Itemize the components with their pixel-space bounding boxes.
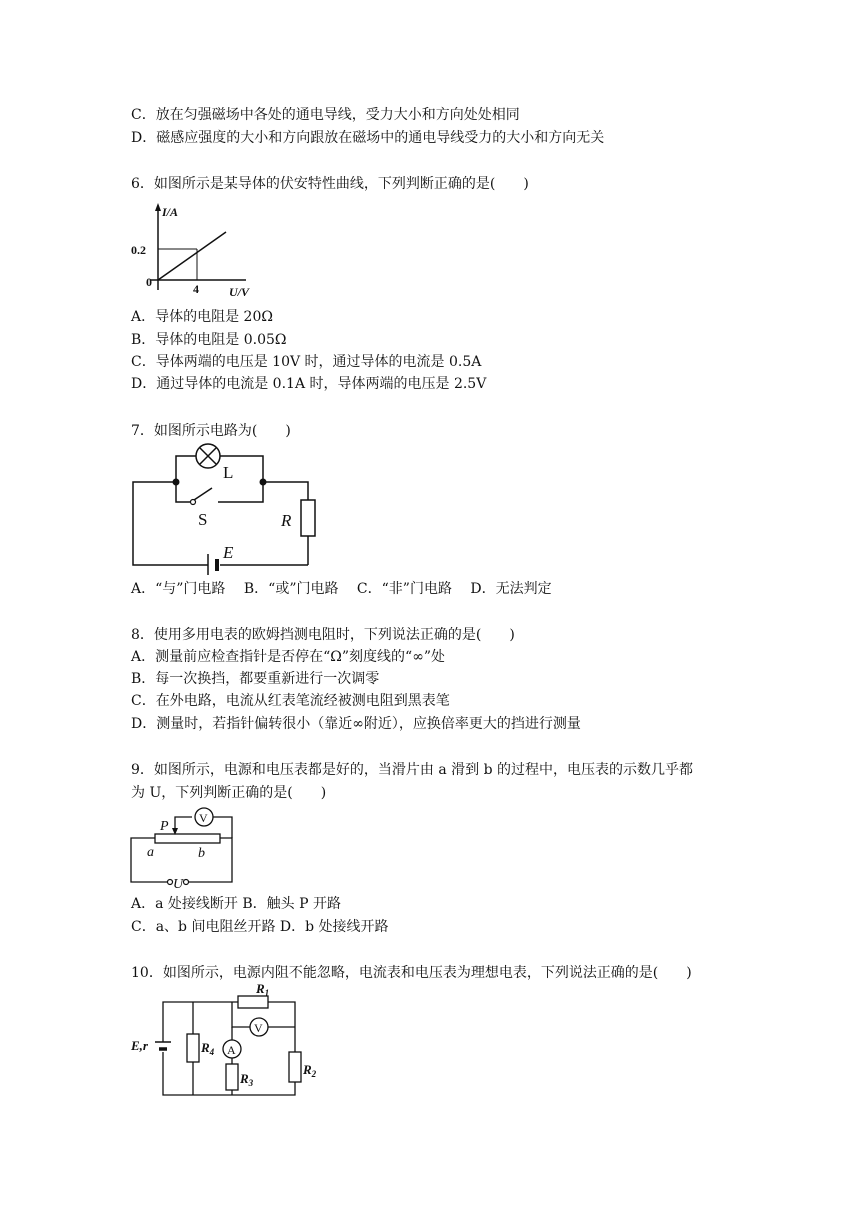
q6-iv-line — [158, 232, 226, 280]
q6-option-d: D．通过导体的电流是 0.1A 时，导体两端的电压是 2.5V — [131, 376, 487, 392]
q8-option-b: B．每一次换挡，都要重新进行一次调零 — [131, 671, 380, 687]
q9-slider-label: P — [160, 819, 169, 834]
q9-end-b-label: b — [198, 846, 205, 861]
q10-source-label: E,r — [131, 1038, 148, 1053]
q6-iv-graph — [128, 200, 268, 300]
q9-rheostat-icon — [155, 834, 220, 843]
q7-lamp-label: L — [223, 463, 234, 482]
q10-wire-top-left — [163, 1002, 238, 1042]
q7-wire-right — [263, 482, 308, 500]
q6-x-tick: 4 — [193, 282, 199, 296]
q7-resistor-label: R — [281, 511, 292, 530]
svg-text:V: V — [199, 811, 208, 825]
q10-stem: 10．如图所示，电源内阻不能忽略，电流表和电压表为理想电表，下列说法正确的是( ) — [131, 965, 692, 981]
q7-battery-icon — [208, 554, 217, 575]
svg-text:A: A — [227, 1043, 236, 1057]
q10-r4-label: $R_4$ — [201, 1040, 215, 1057]
q6-y-tick: 0.2 — [131, 243, 146, 257]
q7-stem: 7．如图所示电路为( ) — [131, 423, 291, 439]
q10-voltmeter-icon — [250, 1018, 268, 1036]
q7-wire-switch-left — [176, 482, 190, 502]
q10-r2-label: $R_2$ — [303, 1062, 317, 1079]
q7-switch-icon — [191, 488, 213, 505]
q10-circuit-diagram — [128, 982, 318, 1102]
q9-slider-wire — [175, 817, 192, 832]
q8-stem: 8．使用多用电表的欧姆挡测电阻时，下列说法正确的是( ) — [131, 627, 515, 643]
q7-source-label: E — [223, 543, 234, 562]
q7-wire-switch-right — [218, 482, 263, 502]
q10-battery-icon — [155, 1042, 171, 1049]
q6-origin: 0 — [146, 275, 152, 289]
q9-end-a-label: a — [147, 845, 154, 860]
q9-options-row-2: C．a、b 间电阻丝开路 D．b 处接线开路 — [131, 919, 389, 935]
q7-circuit-diagram — [128, 440, 328, 575]
q9-terminal-left — [168, 880, 173, 885]
q9-wire-right — [188, 838, 232, 882]
q6-y-axis-label: I/A — [162, 205, 179, 219]
svg-text:V: V — [254, 1021, 263, 1035]
q6-option-b: B．导体的电阻是 0.05Ω — [131, 332, 287, 348]
q9-terminal-right — [184, 880, 189, 885]
q6-y-arrow — [155, 203, 161, 211]
q5-option-d: D．磁感应强度的大小和方向跟放在磁场中的通电导线受力的大小和方向无关 — [131, 130, 605, 146]
q10-ammeter-icon — [223, 1040, 241, 1058]
q7-lamp-icon — [196, 444, 220, 468]
q10-r2-resistor-icon — [289, 1052, 301, 1082]
q8-option-d: D．测量时，若指针偏转很小（靠近∞附近），应换倍率更大的挡进行测量 — [131, 716, 581, 732]
q8-option-c: C．在外电路，电流从红表笔流经被测电阻到黑表笔 — [131, 693, 450, 709]
q6-option-c: C．导体两端的电压是 10V 时，通过导体的电流是 0.5A — [131, 354, 482, 370]
q10-r3-resistor-icon — [226, 1064, 238, 1090]
q10-r1-label: $R_1$ — [256, 982, 270, 998]
q6-option-a: A．导体的电阻是 20Ω — [131, 309, 273, 325]
q9-stem-line-2: 为 U，下列判断正确的是( ) — [131, 785, 327, 801]
q9-options-row-1: A．a 处接线断开 B．触头 P 开路 — [131, 896, 341, 912]
q9-stem-line-1: 9．如图所示，电源和电压表都是好的，当滑片由 a 滑到 b 的过程中，电压表的示数几乎都 — [131, 762, 694, 778]
q7-junction-left — [173, 479, 180, 486]
q7-resistor-icon — [301, 500, 315, 536]
q6-stem: 6．如图所示是某导体的伏安特性曲线，下列判断正确的是( ) — [131, 176, 529, 192]
q10-r4-resistor-icon — [187, 1034, 199, 1062]
q10-r1-resistor-icon — [238, 996, 268, 1008]
q10-r3-label: $R_3$ — [240, 1071, 254, 1088]
q7-options: A．“与”门电路 B．“或”门电路 C．“非”门电路 D．无法判定 — [131, 581, 552, 597]
q9-voltmeter-icon — [195, 808, 213, 826]
q7-junction-right — [260, 479, 267, 486]
q5-option-c: C．放在匀强磁场中各处的通电导线，受力大小和方向处处相同 — [131, 107, 520, 123]
q6-x-axis-label: U/V — [229, 285, 250, 299]
q7-wire-left — [133, 482, 208, 565]
q9-circuit-diagram — [128, 806, 238, 891]
q8-option-a: A．测量前应检查指针是否停在“Ω”刻度线的“∞”处 — [131, 649, 446, 665]
q9-voltage-label: U — [173, 877, 184, 891]
q7-wire-lamp-left — [176, 456, 196, 482]
q7-switch-label: S — [198, 510, 208, 529]
